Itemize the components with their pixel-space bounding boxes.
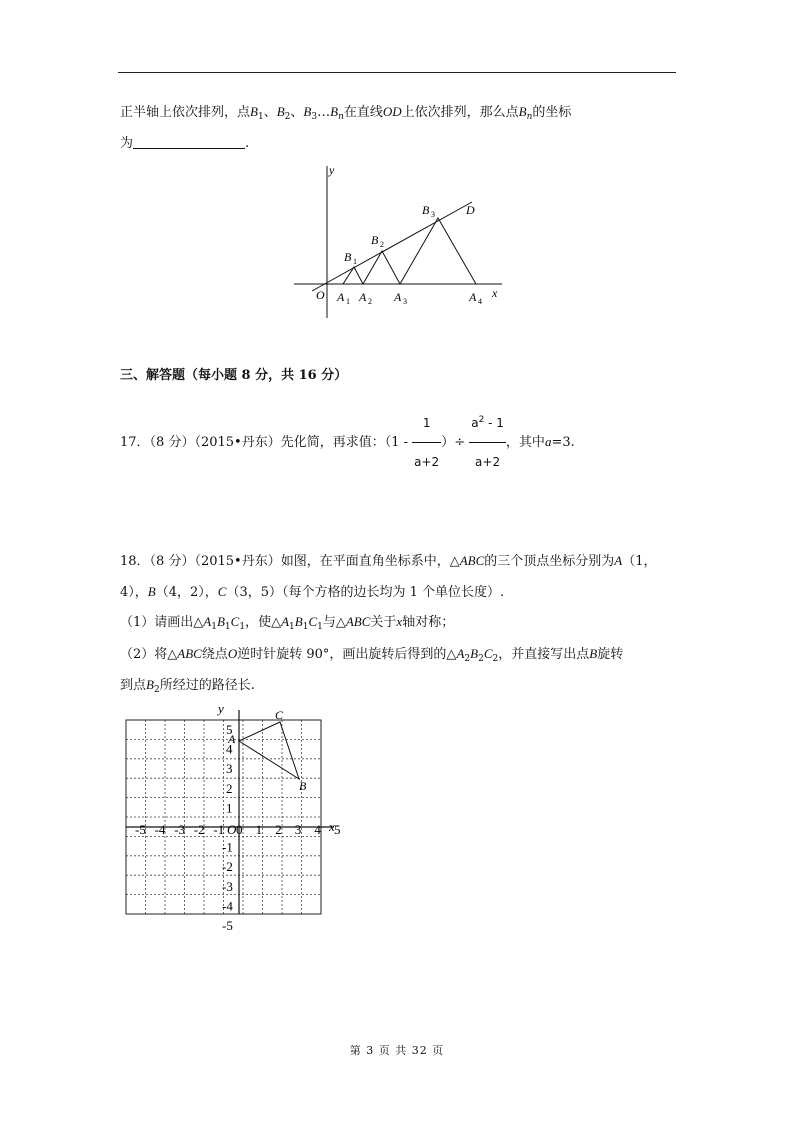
coordinate-grid (110, 700, 350, 930)
var-abc: ABC (345, 614, 371, 629)
y-tick-label: 5 (226, 722, 233, 737)
label-b2-sub: 2 (380, 240, 384, 249)
var-b1: B (216, 614, 225, 629)
x-tick-label: 2 (275, 822, 282, 837)
var-x: x (396, 614, 403, 629)
q16-text: 正半轴上依次排列，点 (120, 105, 251, 120)
q17-text: =3. (551, 435, 575, 450)
label-x: x (492, 286, 498, 300)
label-a4-sub: 4 (478, 297, 482, 306)
label-b3: B (422, 203, 430, 217)
line-od (312, 202, 472, 291)
label-b1: B (344, 250, 352, 264)
var-o: O (227, 646, 238, 661)
var-c2: C (483, 646, 493, 661)
q16-text: 在直线 (343, 105, 383, 120)
sub: 1 (302, 622, 309, 632)
sub: 1 (289, 622, 295, 632)
x-tick-label: -2 (193, 822, 205, 837)
q18-text: 4）， (120, 585, 148, 600)
q18-line2 (120, 584, 504, 601)
var-b: B (589, 646, 598, 661)
fraction-2-den: a+2 (475, 455, 501, 469)
sub: 1 (239, 622, 246, 632)
q18-text: 逆时针旋转 90°，画出旋转后得到的△ (237, 647, 457, 662)
var-a2: A (456, 646, 465, 661)
var-b: B (147, 584, 156, 599)
section-title: 三、解答题（每小题 8 分，共 16 分） (120, 368, 348, 383)
y-tick-label: 4 (226, 741, 233, 757)
y-tick-label: 3 (226, 761, 233, 777)
q18-text: 所经过的路径长. (159, 678, 255, 693)
x-tick-label: 4 (314, 822, 321, 837)
x-tick-label: -3 (174, 822, 186, 837)
answer-blank[interactable] (133, 136, 245, 149)
label-y: y (329, 163, 335, 177)
var-bn: B (330, 104, 339, 119)
var-c1: C (308, 614, 318, 629)
var-bn: B (518, 104, 527, 119)
var-c1: C (230, 614, 240, 629)
var-abc: ABC (177, 646, 202, 661)
var-a1: A (203, 614, 212, 629)
y-tick-label: 2 (226, 780, 233, 796)
label-b1-sub: 1 (353, 257, 357, 266)
q18-text: （4，2）， (155, 585, 218, 600)
label-a1: A (337, 290, 345, 304)
x-tick-label: 5 (334, 822, 341, 837)
x-tick-label: 3 (294, 822, 302, 837)
x-tick-label: -4 (154, 822, 166, 837)
y-tick-label: -3 (222, 878, 233, 894)
q18-text: 轴对称； (402, 615, 455, 630)
triangle-3 (400, 218, 476, 284)
sub: 1 (211, 622, 217, 632)
x-tick-label: -1 (213, 822, 225, 837)
var-od: OD (382, 104, 402, 119)
label-a: A (228, 732, 236, 746)
sep: 、 (290, 105, 304, 120)
var-b1: B (250, 104, 258, 119)
label-a4: A (469, 290, 477, 304)
q18-text: （1， (622, 554, 657, 569)
q18-text: 绕点 (201, 647, 228, 662)
triangle-1 (343, 267, 363, 284)
tick-labels (135, 722, 341, 930)
q16-text: . (245, 136, 250, 151)
sub: 2 (153, 685, 160, 695)
q17-text: ）÷ (441, 435, 466, 450)
var-b3: B (303, 104, 312, 119)
label-a1-sub: 1 (346, 297, 350, 306)
var-a: a (544, 434, 552, 449)
sub: 2 (284, 112, 291, 122)
sub: 2 (492, 654, 499, 664)
header-rule (118, 72, 676, 73)
q18-text: （1）请画出△ (120, 615, 204, 630)
var-c: C (217, 584, 227, 599)
sub: 3 (311, 112, 318, 122)
label-x: x (329, 819, 335, 834)
label-b3-sub: 3 (431, 210, 435, 219)
q18-text: 与△ (322, 615, 346, 630)
q18-text: 到点 (120, 678, 147, 693)
q18-line1 (120, 553, 657, 570)
q18-text: ，并直接写出点 (498, 647, 590, 662)
var-abc: ABC (459, 553, 485, 568)
sub-n: n (526, 112, 533, 122)
y-tick-label: -5 (222, 918, 233, 930)
label-b: B (299, 779, 307, 793)
fraction-1-den: a+2 (414, 455, 440, 469)
x-tick-label: 0 (236, 822, 243, 837)
q17-text: 17．（8 分）（2015•丹东）先化简，再求值：（1 - (120, 435, 408, 450)
y-tick-label: -2 (222, 859, 233, 875)
var-b2: B (470, 646, 479, 661)
q18-text: 的三个顶点坐标分别为 (484, 554, 615, 569)
q18-text: ，使△ (245, 615, 282, 630)
label-a3-sub: 3 (403, 297, 407, 306)
x-tick-label: -5 (135, 822, 146, 837)
q16-text: 的坐标 (532, 105, 572, 120)
q18-text: 关于 (370, 615, 397, 630)
label-o: O (316, 288, 325, 302)
fraction-2-num: $a^2 - 1$ (469, 404, 506, 443)
fraction-2 (469, 404, 506, 481)
fraction-1-num: 1 (412, 404, 441, 443)
var-b2: B (146, 677, 154, 692)
origin-label: O (227, 822, 237, 837)
x-tick-label: 1 (255, 822, 263, 837)
q18-line4 (120, 646, 623, 663)
q17-text: ，其中 (505, 435, 545, 450)
ellipsis: … (317, 105, 331, 120)
page-footer: 第 3 页 共 32 页 (349, 1044, 445, 1057)
label-a2-sub: 2 (368, 297, 372, 306)
label-b2: B (371, 233, 379, 247)
y-tick-label: -1 (222, 839, 233, 855)
fraction-1 (412, 404, 441, 481)
q18-line5 (120, 677, 255, 694)
q18-text: 旋转 (597, 647, 624, 662)
sub: 1 (317, 622, 323, 632)
exp: 2 (478, 415, 485, 425)
triangle-2 (363, 251, 400, 284)
var-b1: B (294, 614, 303, 629)
label-y: y (218, 701, 224, 716)
q16-line2 (120, 136, 249, 152)
var-a: A (614, 553, 623, 568)
q18-text: （2）将△ (120, 647, 178, 662)
triangle-abc (239, 722, 299, 779)
q18-text: 18．（8 分）（2015•丹东）如图，在平面直角坐标系中，△ (120, 554, 460, 569)
var-b2: B (276, 104, 285, 119)
label-d: D (466, 203, 475, 217)
label-a3: A (394, 290, 402, 304)
sub: 1 (257, 112, 264, 122)
y-tick-label: 1 (226, 800, 233, 816)
label-a2: A (359, 290, 367, 304)
q16-figure (290, 160, 510, 320)
sub: 1 (224, 622, 231, 632)
sub-n: n (338, 112, 344, 122)
label-c: C (275, 708, 284, 722)
q18-line3 (120, 614, 454, 631)
sep: 、 (263, 105, 277, 120)
q16-text: 上依次排列，那么点 (401, 105, 519, 120)
sub: 2 (478, 654, 484, 664)
q17 (120, 404, 575, 469)
q16-text: 为 (120, 136, 134, 151)
sub: 2 (464, 654, 471, 664)
y-tick-label: -4 (222, 898, 233, 914)
q16-line1 (120, 104, 571, 121)
q18-text: （3，5）（每个方格的边长均为 1 个单位长度）. (226, 585, 505, 600)
var-a1: A (281, 614, 290, 629)
